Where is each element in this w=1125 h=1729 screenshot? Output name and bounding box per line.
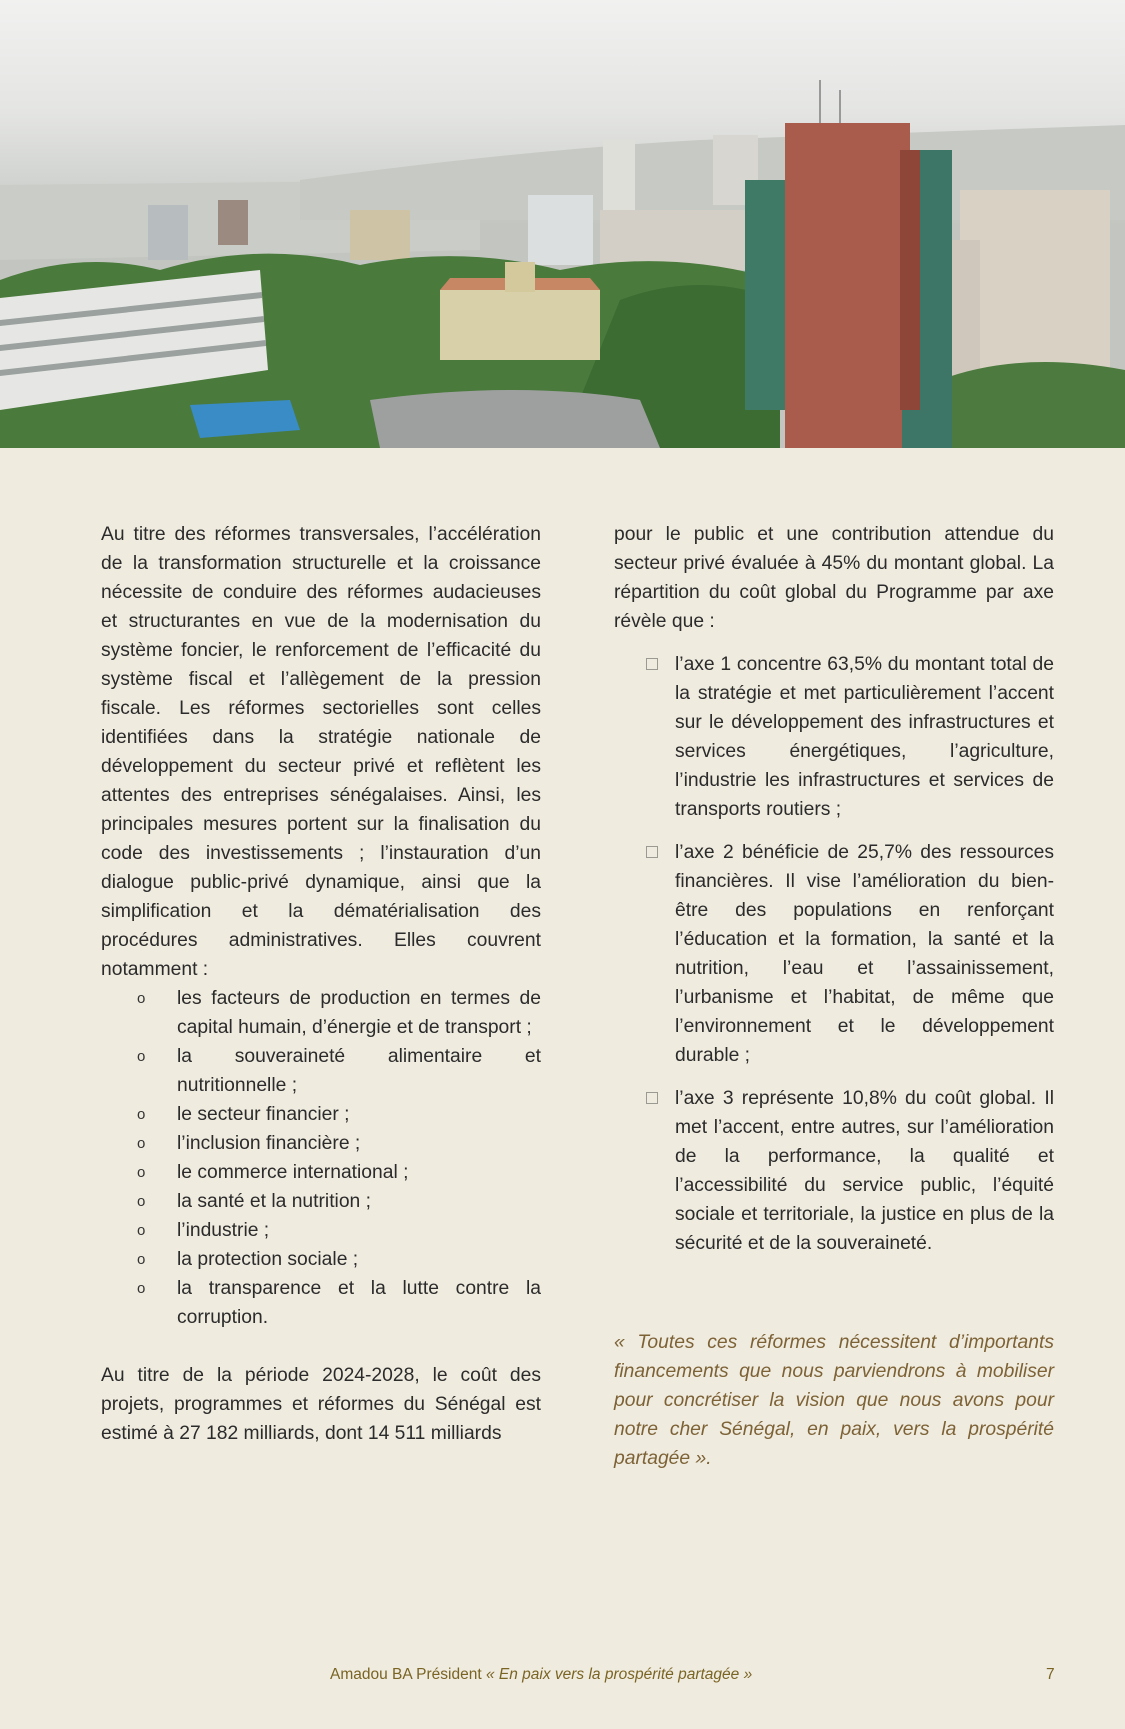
building (528, 195, 593, 265)
axe-item: l’axe 3 représente 10,8% du coût global. Il met l’accent, entre autres, sur l’amélioration de la performance, la qualité et l’accessibilité du service public, l’équité sociale et territoriale, la justice en plus de la sécurité et de la souveraineté. (614, 1084, 1054, 1258)
pull-quote: « Toutes ces réformes nécessitent d’importants financements que nous parviendrons à mobiliser pour concrétiser la vision que nous avons pour notre cher Sénégal, en paix, vers la prospérité partagée ». (614, 1332, 1054, 1469)
circle-bullet-icon: o (137, 1106, 146, 1123)
axe-item: l’axe 1 concentre 63,5% du montant total de la stratégie et met particulièrement l’accent sur le développement des infrastructures et services énergétiques, l’agriculture, l’industrie les infrastructures et services de transports routiers ; (614, 650, 1054, 824)
footer-slogan: « En paix vers la prospérité partagée » (485, 1666, 753, 1683)
square-bullet-icon (646, 1092, 658, 1104)
right-column (614, 520, 1054, 1272)
square-bullet-icon (646, 846, 658, 858)
list-item: o la transparence et la lutte contre la corruption. (101, 1274, 541, 1332)
left-column (101, 520, 541, 1448)
cost-paragraph: Au titre de la période 2024-2028, le coût des projets, programmes et réformes du Sénégal est estimé à 27 182 milliards, dont 14 511 milliards (101, 1365, 541, 1444)
building (148, 205, 188, 260)
list-item: o l’industrie ; (101, 1216, 541, 1245)
list-item: o les facteurs de production en termes de capital humain, d’énergie et de transport ; (101, 984, 541, 1042)
hero-photo (0, 0, 1125, 448)
continuation-paragraph: pour le public et une contribution attendue du secteur privé évaluée à 45% du montant global. La répartition du coût global du Programme par axe révèle que : (614, 524, 1054, 632)
page-footer (330, 1666, 752, 1684)
circle-bullet-icon: o (137, 1193, 146, 1210)
circle-bullet-icon: o (137, 1164, 146, 1181)
list-item: o l’inclusion financière ; (101, 1129, 541, 1158)
tower-top (505, 262, 535, 292)
building (600, 210, 750, 270)
list-item: o le secteur financier ; (101, 1100, 541, 1129)
intro-paragraph: Au titre des réformes transversales, l’accélération de la transformation structurelle et la croissance nécessite de conduire des réformes audacieuses et structurantes en vue de la modernisation du système foncier, le renforcement de l’efficacité du système fiscal et l’allègement de la pression fiscale. Les réformes sectorielles sont celles identifiées dans la stratégie nationale de développement du secteur privé et reflètent les attentes des entreprises sénégalaises. Ainsi, les principales mesures portent sur la finalisation du code des investissements ; l’instauration d’un dialogue public-privé dynamique, ainsi que la simplification et la dématérialisation des procédures administratives. Elles couvrent notamment : (101, 524, 541, 980)
colonial-building (440, 290, 600, 360)
list-item: o la santé et la nutrition ; (101, 1187, 541, 1216)
red-tower (785, 123, 910, 448)
circle-bullet-icon: o (137, 1251, 146, 1268)
list-item: o la protection sociale ; (101, 1245, 541, 1274)
circle-bullet-icon: o (137, 1135, 146, 1152)
page-number: 7 (1046, 1666, 1055, 1683)
axes-list (614, 650, 1054, 1258)
circle-bullet-icon: o (137, 990, 146, 1007)
circle-bullet-icon: o (137, 1048, 146, 1065)
square-bullet-icon (646, 658, 658, 670)
circle-bullet-icon: o (137, 1280, 146, 1297)
red-tower-edge (900, 150, 920, 410)
spacer (101, 1332, 541, 1361)
axe-item: l’axe 2 bénéficie de 25,7% des ressources financières. Il vise l’amélioration du bien-être des populations en renforçant l’éducation et la formation, la santé et la nutrition, l’eau et l’assainissement, l’urbanisme et l’habitat, de même que l’environnement et le développement durable ; (614, 838, 1054, 1070)
building (960, 190, 1110, 370)
building (218, 200, 248, 245)
reform-sectors-list (101, 984, 541, 1332)
list-item: o la souveraineté alimentaire et nutritionnelle ; (101, 1042, 541, 1100)
plaza (370, 390, 660, 448)
city-skyline-illustration (0, 0, 1125, 448)
circle-bullet-icon: o (137, 1222, 146, 1239)
list-item: o le commerce international ; (101, 1158, 541, 1187)
footer-author: Amadou BA Président (330, 1666, 486, 1683)
building (350, 210, 410, 260)
